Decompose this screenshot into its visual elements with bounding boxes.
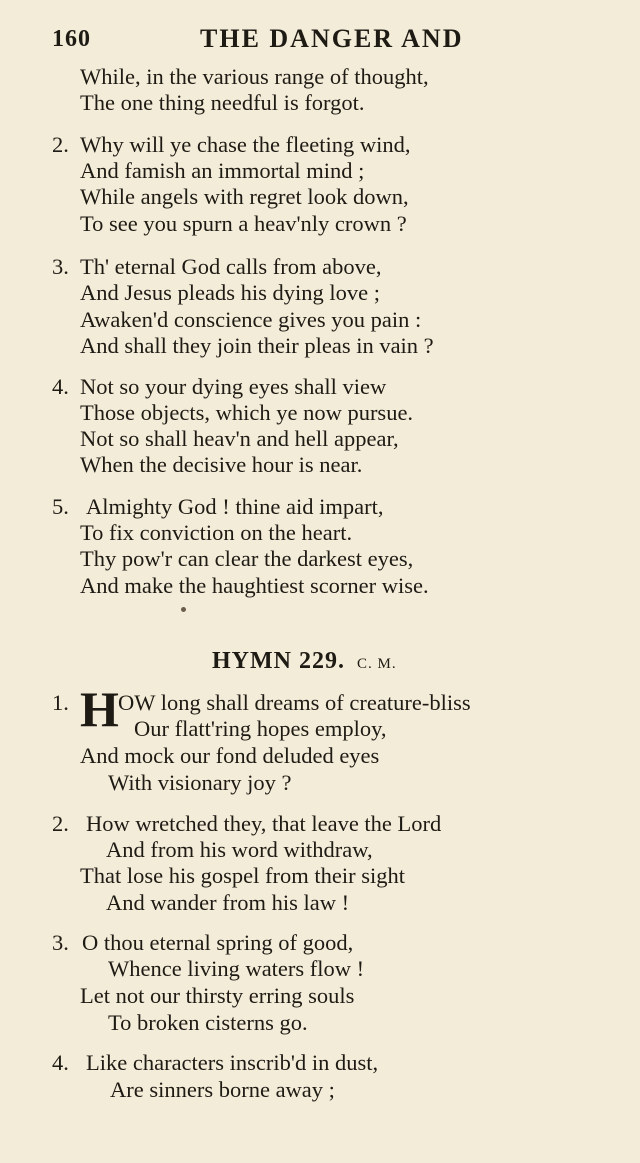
verse-line: And mock our fond deluded eyes xyxy=(80,743,380,768)
verse-line: Whence living waters flow ! xyxy=(108,956,365,981)
verse-line: And Jesus pleads his dying love ; xyxy=(80,280,380,305)
stanza-number: 2. xyxy=(52,132,69,157)
verse-line: How wretched they, that leave the Lord xyxy=(86,811,442,836)
verse-line: Our flatt'ring hopes employ, xyxy=(134,716,387,741)
stanza-number: 4. xyxy=(52,374,69,399)
drop-cap: H xyxy=(80,681,119,737)
verse-line: And wander from his law ! xyxy=(106,890,350,915)
verse-line: Th' eternal God calls from above, xyxy=(80,254,382,279)
verse-line: That lose his gospel from their sight xyxy=(80,863,405,888)
verse-line: And famish an immortal mind ; xyxy=(80,158,365,183)
verse-line: Those objects, which ye now pursue. xyxy=(80,400,414,425)
verse-line: And make the haughtiest scorner wise. xyxy=(80,573,429,598)
running-title: THE DANGER AND xyxy=(200,24,464,53)
stanza-number: 4. xyxy=(52,1050,69,1075)
stanza-number: 2. xyxy=(52,811,69,836)
verse-line: The one thing needful is forgot. xyxy=(80,90,365,115)
verse-line: Not so shall heav'n and hell appear, xyxy=(80,426,399,451)
hymn-heading xyxy=(212,648,397,675)
verse-line: Like characters inscrib'd in dust, xyxy=(86,1050,379,1075)
stanza-number: 3. xyxy=(52,930,69,955)
verse-line: While, in the various range of thought, xyxy=(80,64,429,89)
page-number: 160 xyxy=(52,26,91,52)
verse-line: Are sinners borne away ; xyxy=(110,1077,335,1102)
stanza-number: 5. xyxy=(52,494,69,519)
verse-line: To see you spurn a heav'nly crown ? xyxy=(80,211,407,236)
verse-line: While angels with regret look down, xyxy=(80,184,409,209)
running-head xyxy=(0,22,640,56)
verse-line: OW long shall dreams of creature-bliss xyxy=(118,690,471,715)
ink-dot-ornament xyxy=(181,607,186,612)
verse-line: And from his word withdraw, xyxy=(106,837,373,862)
verse-line: And shall they join their pleas in vain ? xyxy=(80,333,434,358)
verse-line: Almighty God ! thine aid impart, xyxy=(86,494,384,519)
verse-line: O thou eternal spring of good, xyxy=(82,930,354,955)
verse-line: With visionary joy ? xyxy=(108,770,292,795)
verse-line: To fix conviction on the heart. xyxy=(80,520,353,545)
verse-line: To broken cisterns go. xyxy=(108,1010,308,1035)
verse-line: Awaken'd conscience gives you pain : xyxy=(80,307,422,332)
verse-line: Let not our thirsty erring souls xyxy=(80,983,355,1008)
verse-line: Thy pow'r can clear the darkest eyes, xyxy=(80,546,414,571)
verse-line: Not so your dying eyes shall view xyxy=(80,374,387,399)
verse-line: When the decisive hour is near. xyxy=(80,452,363,477)
stanza-number: 1. xyxy=(52,690,69,715)
hymn-title: HYMN 229. xyxy=(212,648,345,674)
stanza-number: 3. xyxy=(52,254,69,279)
hymn-meter: C. M. xyxy=(356,656,397,672)
verse-line: Why will ye chase the fleeting wind, xyxy=(80,132,411,157)
